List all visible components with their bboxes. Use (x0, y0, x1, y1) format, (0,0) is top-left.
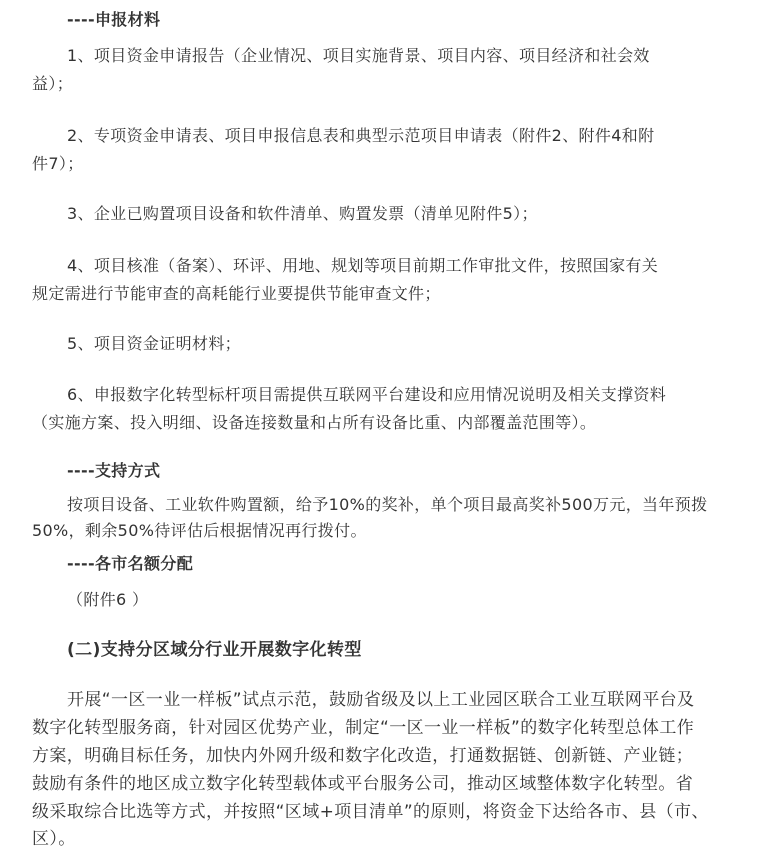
regional-line-4: 鼓励有条件的地区成立数字化转型载体或平台服务公司，推动区域整体数字化转型。省 (32, 774, 694, 794)
materials-item-5: 5、项目资金证明材料； (67, 334, 242, 353)
materials-item-6-line-1: 6、申报数字化转型标杆项目需提供互联网平台建设和应用情况说明及相关支撑资料 (67, 385, 667, 404)
materials-item-1-line-2: 益）； (32, 74, 74, 93)
materials-item-3: 3、企业已购置项目设备和软件清单、购置发票（清单见附件5）； (67, 204, 538, 223)
regional-line-2: 数字化转型服务商，针对园区优势产业，制定“一区一业一样板”的数字化转型总体工作 (32, 718, 695, 738)
regional-line-5: 级采取综合比选等方式，并按照“区域+项目清单”的原则，将资金下达给各市、县（市、 (32, 802, 709, 822)
regional-heading: (二)支持分区域分行业开展数字化转型 (67, 640, 362, 660)
materials-item-2-line-1: 2、专项资金申请表、项目申报信息表和典型示范项目申请表（附件2、附件4和附 (67, 126, 655, 145)
materials-item-4-line-1: 4、项目核准（备案）、环评、用地、规划等项目前期工作审批文件，按照国家有关 (67, 256, 659, 275)
support-heading: ----支持方式 (67, 461, 161, 480)
quota-text: （附件6 ） (67, 590, 149, 609)
regional-line-6: 区）。 (32, 829, 76, 849)
materials-item-2-line-2: 件7）； (32, 154, 84, 173)
regional-line-3: 方案，明确目标任务，加快内外网升级和数字化改造，打通数据链、创新链、产业链； (32, 746, 694, 766)
materials-item-6-line-2: （实施方案、投入明细、设备连接数量和占所有设备比重、内部覆盖范围等）。 (32, 413, 597, 432)
regional-line-1: 开展“一区一业一样板”试点示范，鼓励省级及以上工业园区联合工业互联网平台及 (67, 690, 695, 710)
materials-heading: ----申报材料 (67, 10, 161, 29)
support-line-1: 按项目设备、工业软件购置额，给予10%的奖补，单个项目最高奖补500万元，当年预拨 (67, 495, 708, 514)
support-line-2: 50%，剩余50%待评估后根据情况再行拨付。 (32, 521, 367, 540)
quota-heading: ----各市名额分配 (67, 554, 194, 573)
materials-item-4-line-2: 规定需进行节能审查的高耗能行业要提供节能审查文件； (32, 284, 441, 303)
materials-item-1-line-1: 1、项目资金申请报告（企业情况、项目实施背景、项目内容、项目经济和社会效 (67, 46, 650, 65)
